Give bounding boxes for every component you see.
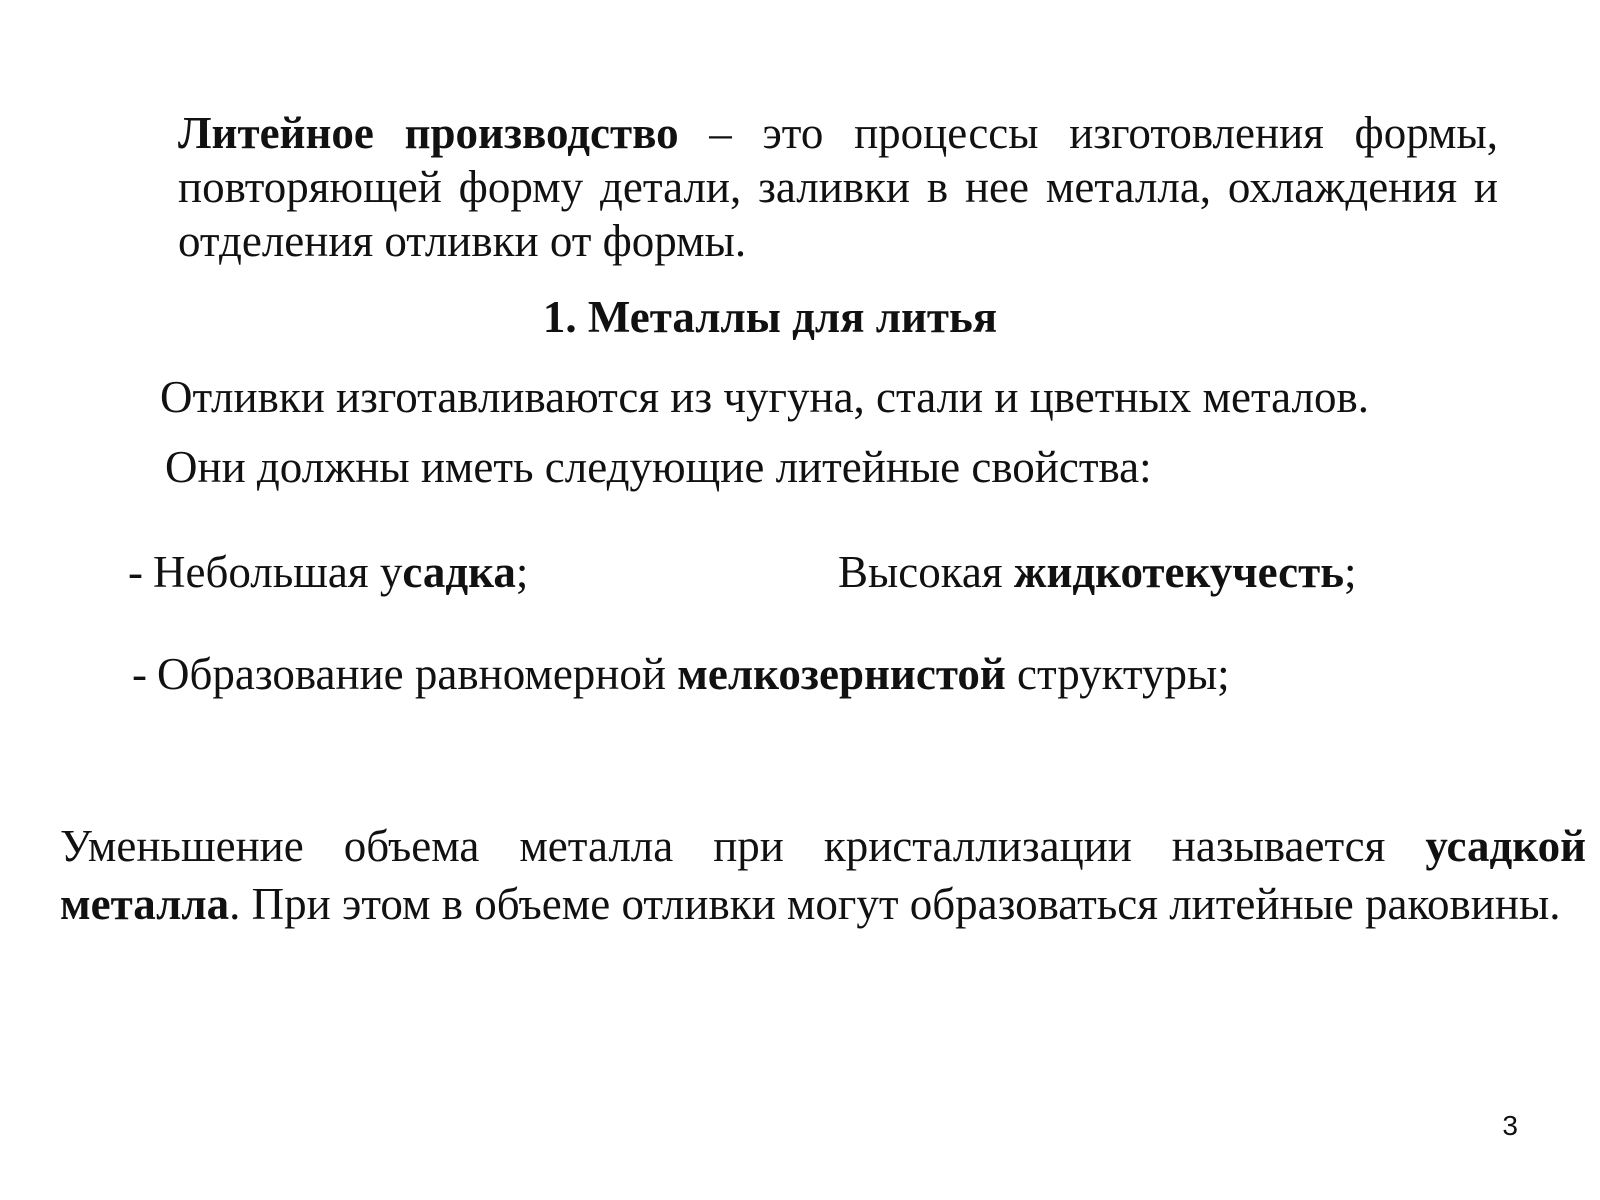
property-text: Небольшая у (153, 547, 403, 597)
property-text: Высокая (838, 547, 1014, 597)
property-suffix: структуры; (1005, 649, 1230, 699)
property-bold: мелкозернистой (677, 649, 1006, 699)
property-item-fluidity (838, 545, 1357, 599)
shrinkage-term: усадкой металла (60, 821, 1586, 929)
intro-line-2: Они должны иметь следующие литейные свойства: (165, 442, 1152, 492)
property-suffix: ; (515, 547, 529, 597)
intro-line-1: Отливки изготавливаются из чугуна, стали и цветных металов. (160, 372, 1369, 422)
property-item-shrinkage (128, 545, 528, 599)
definition-term: Литейное производство (178, 108, 679, 158)
property-bold: садка (402, 547, 516, 597)
property-bold: жидкотекучесть (1013, 547, 1345, 597)
bullet-dash: - (132, 649, 147, 699)
shrinkage-paragraph (60, 817, 1586, 933)
definition-paragraph (178, 106, 1498, 268)
page-number: 3 (1502, 1110, 1518, 1141)
definition-text: – это процессы изготовления формы, повторяющей форму детали, заливки в нее металла, охлаждения и отделения отливки от формы. (178, 108, 1498, 266)
bullet-dash: - (128, 547, 143, 597)
property-item-structure (132, 647, 1230, 701)
section-heading: 1. Металлы для литья (542, 292, 998, 342)
shrinkage-text: Уменьшение объема металла при кристаллизации называется (60, 821, 1426, 871)
property-text: Образование равномерной (157, 649, 678, 699)
shrinkage-rest: . При этом в объеме отливки могут образоваться литейные раковины. (229, 879, 1561, 929)
property-suffix: ; (1344, 547, 1357, 597)
